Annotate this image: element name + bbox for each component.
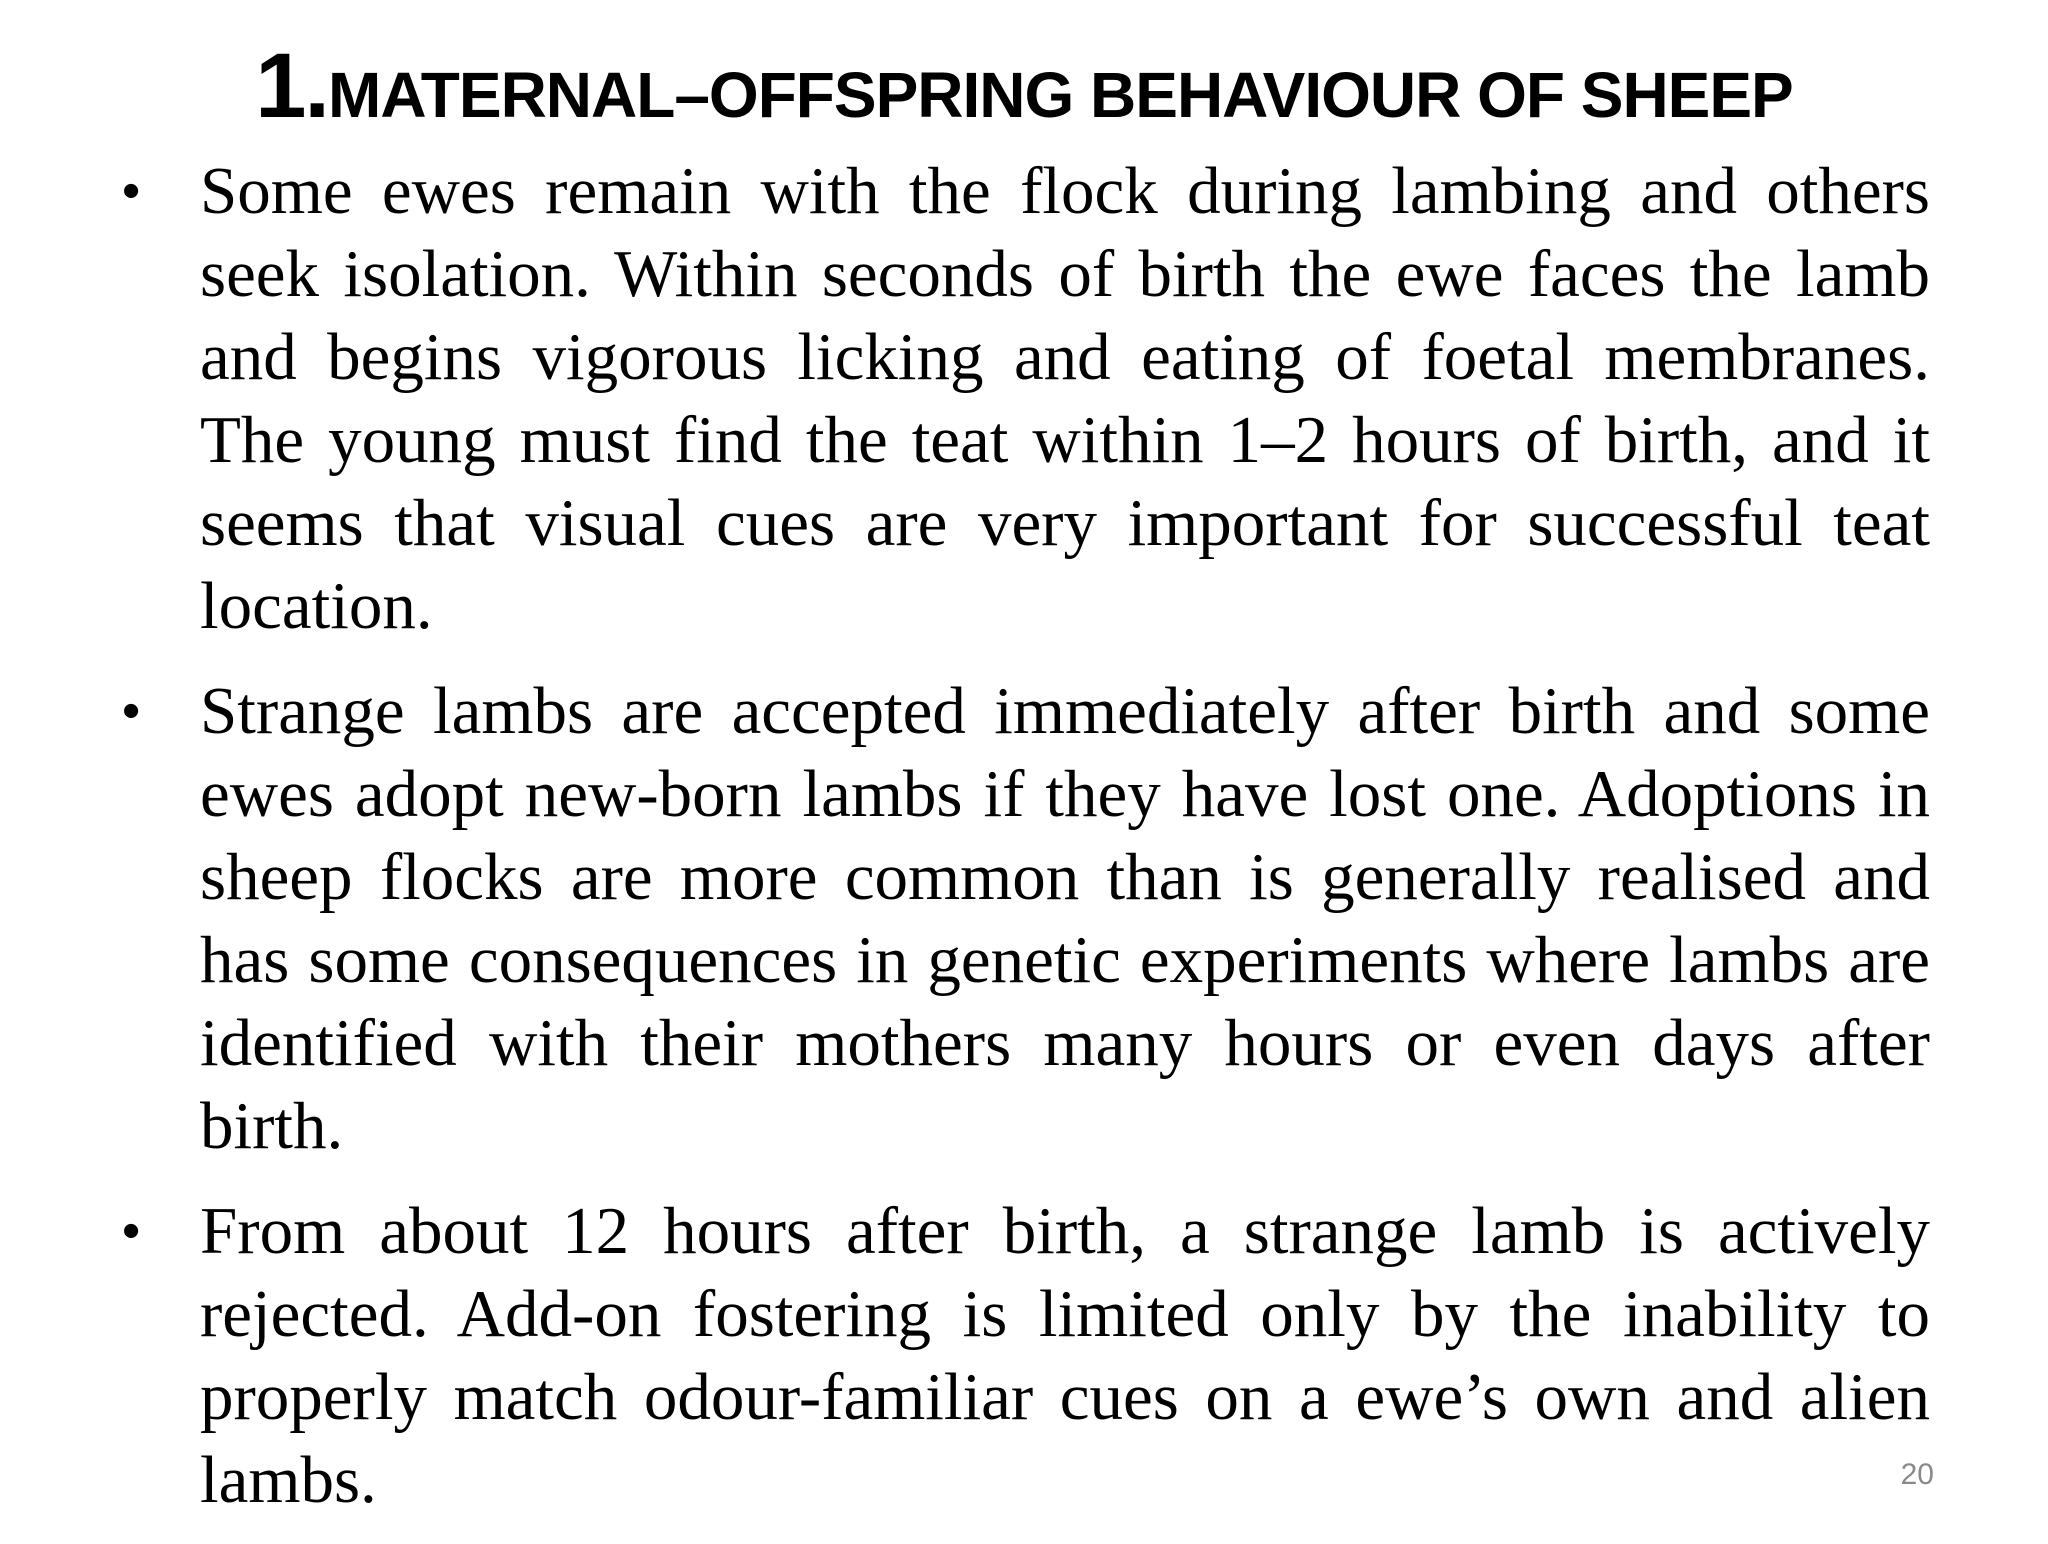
title-text: MATERNAL–OFFSPRING BEHAVIOUR OF SHEEP [328, 59, 1793, 131]
bullet-dot-icon: • [122, 1202, 141, 1260]
title-number: 1. [255, 35, 328, 137]
bullet-item [122, 670, 1930, 1168]
bullet-item [122, 150, 1930, 648]
bullet-item [122, 1190, 1930, 1522]
page-number: 20 [1900, 1458, 1934, 1491]
bullet-text: Some ewes remain with the flock during lambing and others seek isolation. Within seconds of birth the ewe faces the lamb and begins vigorous licking and eating of foetal membranes. The young must find the teat within 1–2 hours of birth, and it seems that visual cues are very important for successful teat location. [200, 154, 1930, 643]
bullet-text: Strange lambs are accepted immediately after birth and some ewes adopt new-born lambs if they have lost one. Adoptions in sheep flocks are more common than is generally realised and has some consequences in genetic experiments where lambs are identified with their mothers many hours or even days after birth. [200, 674, 1930, 1163]
slide-title [0, 35, 2048, 137]
bullet-dot-icon: • [122, 682, 141, 740]
bullet-list [122, 150, 1930, 1544]
bullet-text: From about 12 hours after birth, a strange lamb is actively rejected. Add-on fostering is limited only by the inability to properly match odour-familiar cues on a ewe’s own and alien lambs. [200, 1194, 1930, 1517]
bullet-dot-icon: • [122, 162, 141, 220]
